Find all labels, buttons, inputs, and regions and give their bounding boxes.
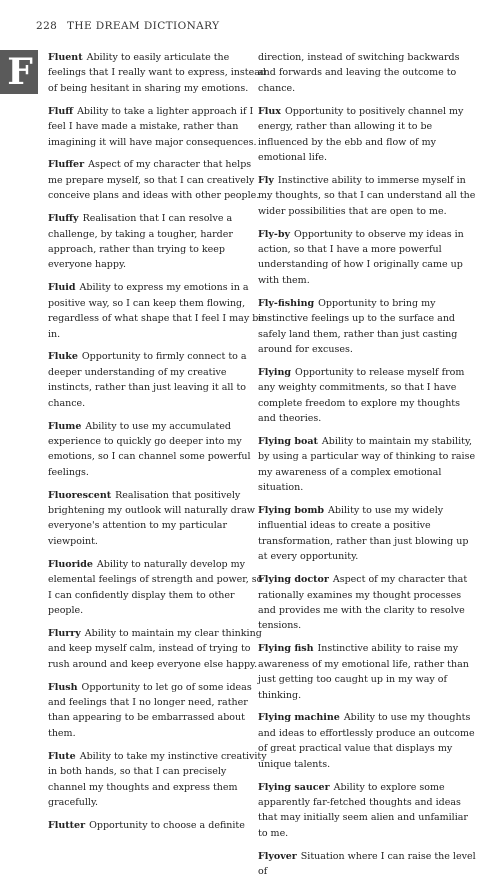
entry-definition: Instinctive ability to immerse myself in my thoughts, so that I can understand all the wider possibilities that are open to me.	[258, 174, 476, 217]
dictionary-entry	[258, 365, 477, 427]
thumb-tab-letter: F	[7, 51, 33, 93]
right-column	[258, 50, 477, 887]
entry-term: Fly-fishing	[258, 297, 315, 309]
entry-term: Fluke	[48, 351, 78, 363]
dictionary-entry	[258, 50, 477, 96]
entry-definition: Ability to maintain my clear thinking and keep myself calm, instead of trying to rush around and keep everyone else happy.	[48, 627, 262, 670]
entry-term: Flying fish	[258, 643, 314, 655]
dictionary-entry	[258, 227, 477, 289]
dictionary-entry	[48, 280, 267, 342]
entry-definition: Ability to take a lighter approach if I feel I have made a mistake, rather than imagining it will have major consequences.	[48, 105, 257, 148]
dictionary-entry	[258, 572, 477, 634]
entry-term: Flying saucer	[258, 781, 330, 793]
dictionary-entry	[48, 211, 267, 273]
entry-term: Fluoride	[48, 558, 93, 570]
entry-definition: Ability to easily articulate the feelings that I really want to express, instead of being hesitant in sharing my emotions.	[48, 52, 266, 94]
entry-term: Flutter	[48, 819, 86, 831]
entry-term: Flume	[48, 420, 82, 432]
dictionary-entry	[48, 488, 267, 550]
dictionary-entry	[258, 710, 477, 772]
entry-definition: Situation where I can raise the level of	[258, 850, 476, 878]
running-head	[36, 20, 219, 32]
dictionary-entry	[48, 749, 267, 811]
dictionary-entry	[258, 104, 477, 166]
entry-definition: Aspect of my character that helps me prepare myself, so that I can creatively conceive plans and ideas with other people.	[48, 159, 260, 202]
dictionary-entry	[48, 557, 267, 619]
dictionary-entry	[48, 104, 267, 150]
entry-definition: Opportunity to bring my instinctive feelings up to the surface and safely land them, rather than just casting around for excuses.	[258, 297, 458, 355]
dictionary-entry	[48, 50, 267, 96]
dictionary-entry	[258, 296, 477, 358]
entry-definition: Realisation that positively brightening my outlook will naturally draw everyone's attention to my particular viewpoint.	[48, 489, 256, 547]
entry-term: Flush	[48, 681, 78, 693]
entry-term: Fly	[258, 174, 274, 186]
entry-definition: Ability to explore some apparently far-fetched thoughts and ideas that may initially seem alien and unfamiliar to me.	[258, 781, 468, 839]
entry-term: Fluffy	[48, 213, 79, 225]
dictionary-entry	[48, 818, 267, 833]
entry-term: Fluent	[48, 52, 83, 63]
entry-definition: Opportunity to choose a definite	[89, 819, 245, 831]
entry-term: Flying machine	[258, 712, 340, 724]
entry-term: Fluid	[48, 282, 76, 294]
dictionary-entry	[48, 419, 267, 481]
entry-definition: Opportunity to firmly connect to a deeper understanding of my creative instincts, rather than just leaving it all to chance.	[48, 351, 247, 409]
thumb-index-tab	[0, 50, 38, 94]
dictionary-entry	[48, 349, 267, 411]
entry-definition: Aspect of my character that rationally examines my thought processes and provides me with the clarity to resolve tensions.	[258, 574, 468, 632]
entry-term: Flurry	[48, 627, 81, 639]
entry-definition: Instinctive ability to raise my awareness of my emotional life, rather than just getting too caught up in my way of thinking.	[258, 643, 469, 701]
entry-definition: Ability to take my instinctive creativity in both hands, so that I can precisely channel my thoughts and express them gracefully.	[48, 750, 267, 808]
dictionary-entry	[48, 680, 267, 742]
dictionary-entry	[258, 641, 477, 703]
entry-definition: direction, instead of switching backwards and forwards and leaving the outcome to chance.	[258, 52, 460, 94]
page-number: 228	[36, 20, 58, 32]
dictionary-entry	[258, 503, 477, 565]
entry-definition: Opportunity to release myself from any weighty commitments, so that I have complete freedom to explore my thoughts and theories.	[258, 366, 465, 425]
entry-term: Flyover	[258, 850, 297, 862]
entry-term: Fluorescent	[48, 489, 112, 501]
entry-definition: Ability to express my emotions in a positive way, so I can keep them flowing, regardless of what shape that I feel I may be in.	[48, 282, 264, 340]
entry-definition: Opportunity to let go of some ideas and feelings that I no longer need, rather than appearing to be embarrassed about them.	[48, 681, 252, 739]
entry-definition: Ability to naturally develop my elemental feelings of strength and power, so I can confidently display them to other people.	[48, 558, 263, 616]
entry-term: Flying bomb	[258, 505, 325, 517]
entry-definition: Opportunity to observe my ideas in action, so that I have a more powerful understanding of how I originally came up with them.	[258, 228, 464, 286]
entry-definition: Ability to use my widely influential ideas to create a positive transformation, rather than just blowing up at every opportunity.	[258, 505, 469, 563]
entry-definition: Ability to maintain my stability, by using a particular way of thinking to raise my awareness of a complex emotional situation.	[258, 435, 476, 494]
entry-term: Fly-by	[258, 228, 290, 240]
dictionary-entry	[258, 173, 477, 219]
entry-term: Flux	[258, 105, 281, 117]
entry-term: Fluffer	[48, 159, 85, 171]
entry-term: Flying doctor	[258, 574, 329, 586]
dictionary-entry	[48, 157, 267, 203]
entry-term: Flying	[258, 366, 292, 378]
left-column	[48, 50, 267, 841]
entry-term: Flying boat	[258, 435, 318, 447]
entry-definition: Realisation that I can resolve a challenge, by taking a tougher, harder approach, rather than trying to keep everyone happy.	[48, 213, 233, 271]
entry-definition: Ability to use my thoughts and ideas to effortlessly produce an outcome of great practical value that displays my unique talents.	[258, 712, 475, 770]
entry-term: Flute	[48, 750, 76, 762]
entry-definition: Opportunity to positively channel my energy, rather than allowing it to be influenced by the ebb and flow of my emotional life.	[258, 105, 464, 163]
book-title: THE DREAM DICTIONARY	[67, 20, 220, 32]
entry-definition: Ability to use my accumulated experience to quickly go deeper into my emotions, so I can channel some powerful feelings.	[48, 420, 251, 478]
dictionary-entry	[258, 434, 477, 496]
dictionary-entry	[258, 849, 477, 880]
entry-term: Fluff	[48, 105, 74, 117]
dictionary-entry	[258, 780, 477, 842]
dictionary-entry	[48, 626, 267, 672]
